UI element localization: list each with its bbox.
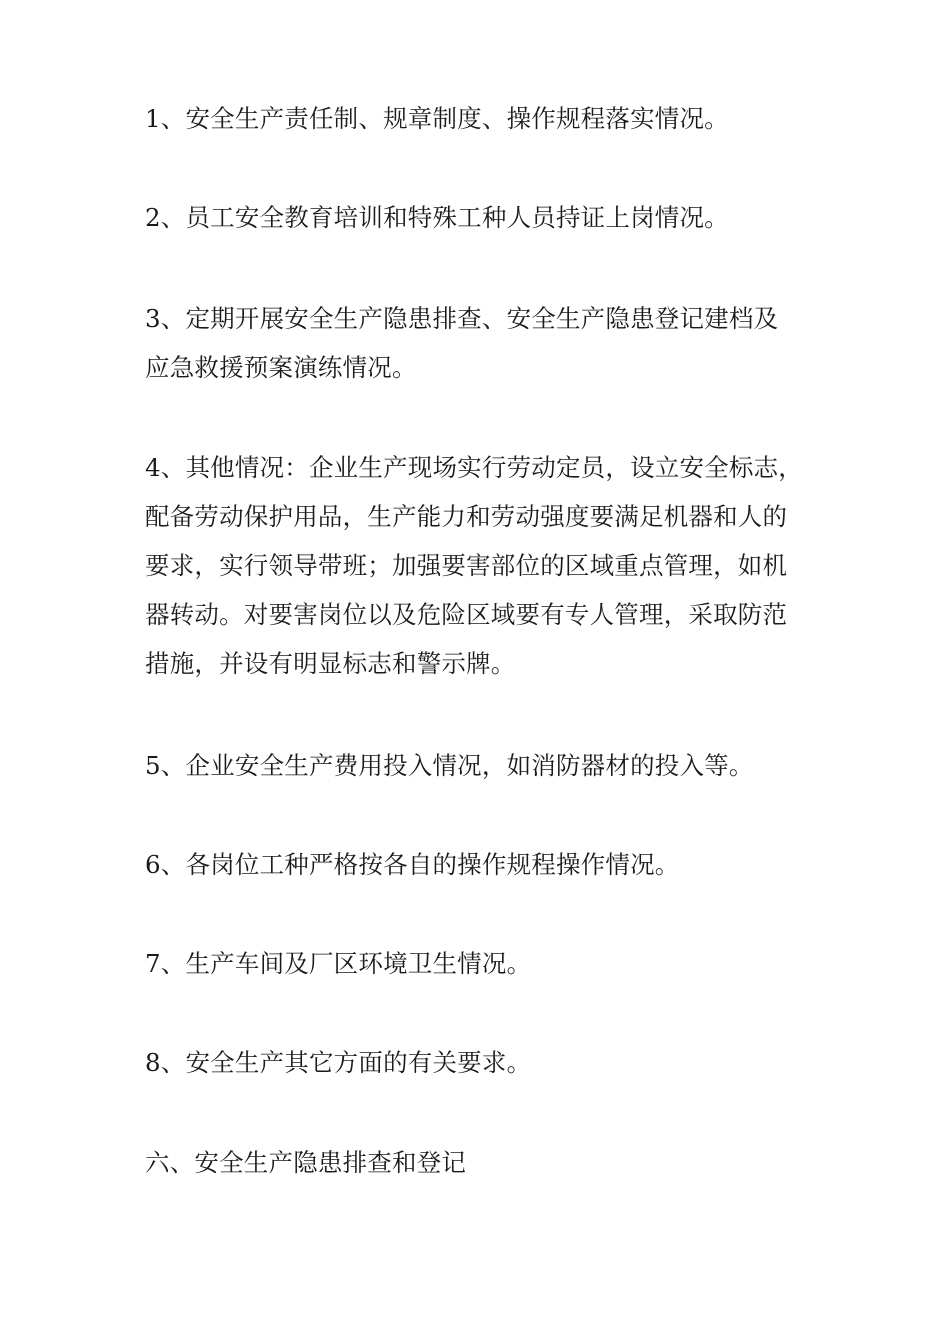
list-item-5 xyxy=(145,741,810,790)
section-heading xyxy=(145,1138,810,1187)
list-item-text: 3、定期开展安全生产隐患排查、安全生产隐患登记建档及 xyxy=(145,304,779,333)
list-item-text: 1、安全生产责任制、规章制度、操作规程落实情况。 xyxy=(145,104,729,133)
list-item-text: 配备劳动保护用品，生产能力和劳动强度要满足机器和人的 xyxy=(145,502,788,531)
list-item-8 xyxy=(145,1038,810,1087)
list-item-4 xyxy=(145,443,810,688)
list-item-text: 6、各岗位工种严格按各自的操作规程操作情况。 xyxy=(145,850,680,879)
list-item-1 xyxy=(145,94,810,143)
list-item-2 xyxy=(145,193,810,242)
list-item-text: 措施，并设有明显标志和警示牌。 xyxy=(145,649,516,678)
list-item-text: 2、员工安全教育培训和特殊工种人员持证上岗情况。 xyxy=(145,203,729,232)
list-item-text: 8、安全生产其它方面的有关要求。 xyxy=(145,1048,532,1077)
list-item-text: 7、生产车间及厂区环境卫生情况。 xyxy=(145,949,532,978)
section-heading-text: 六、安全生产隐患排查和登记 xyxy=(145,1148,467,1177)
list-item-text: 应急救援预案演练情况。 xyxy=(145,353,417,382)
list-item-7 xyxy=(145,939,810,988)
list-item-text: 4、其他情况：企业生产现场实行劳动定员，设立安全标志， xyxy=(145,453,803,482)
list-item-3 xyxy=(145,294,810,392)
list-item-text: 器转动。对要害岗位以及危险区域要有专人管理，采取防范 xyxy=(145,600,788,629)
list-item-6 xyxy=(145,840,810,889)
list-item-text: 5、企业安全生产费用投入情况，如消防器材的投入等。 xyxy=(145,751,754,780)
list-item-text: 要求，实行领导带班；加强要害部位的区域重点管理，如机 xyxy=(145,551,788,580)
